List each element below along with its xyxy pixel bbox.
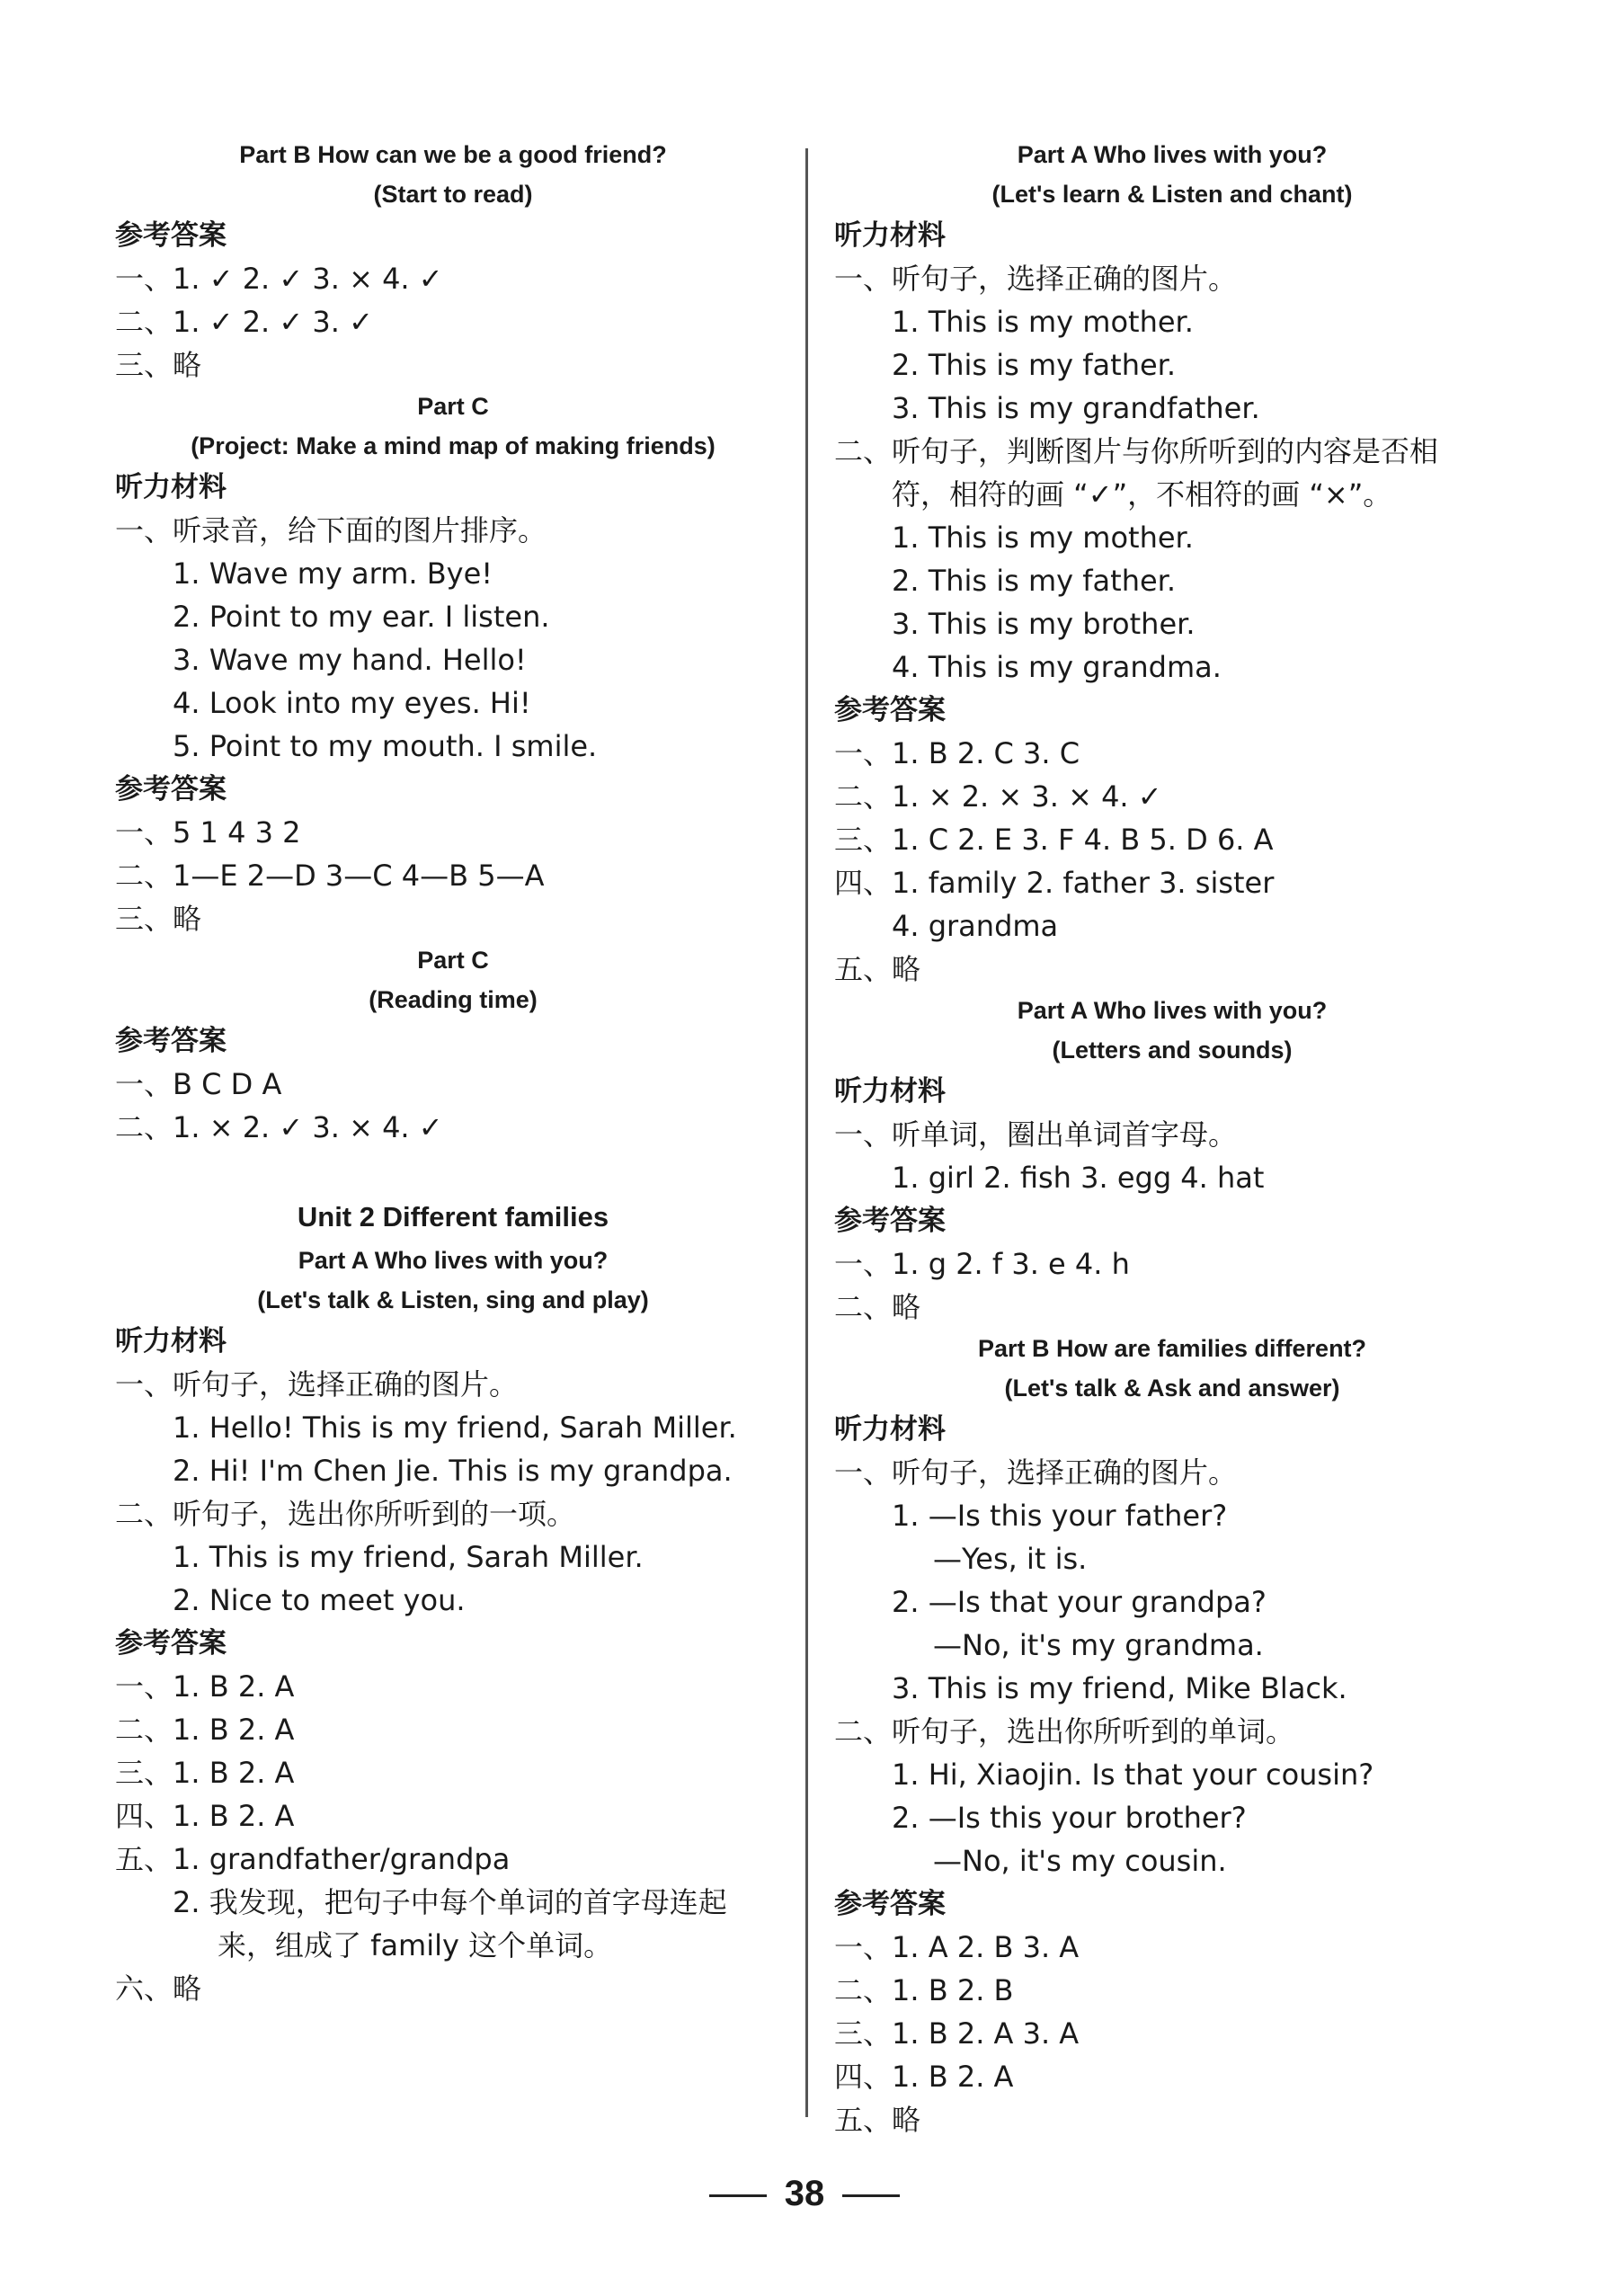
- left-section-heading: Part A Who lives with you?: [298, 1247, 609, 1274]
- right-line: 四、1. B 2. A: [834, 2060, 1014, 2094]
- right-subheading: 参考答案: [834, 1205, 946, 1237]
- left-line: 一、1. B 2. A: [115, 1669, 295, 1704]
- right-line: 1. —Is this your father?: [892, 1499, 1228, 1533]
- left-line: 三、略: [115, 902, 202, 936]
- left-line: 四、1. B 2. A: [115, 1799, 295, 1833]
- left-line: 一、B C D A: [115, 1067, 282, 1101]
- left-line: 三、略: [115, 348, 202, 382]
- left-section-heading: Part C: [417, 947, 489, 974]
- left-line: 2. Hi! I'm Chen Jie. This is my grandpa.: [173, 1454, 733, 1488]
- right-line: 1. girl 2. fish 3. egg 4. hat: [892, 1161, 1265, 1195]
- left-line: 1. This is my friend, Sarah Miller.: [173, 1540, 644, 1574]
- right-section-heading: (Let's learn & Listen and chant): [991, 181, 1353, 208]
- left-subheading: 听力材料: [115, 471, 227, 503]
- page-number-dash-right: [842, 2194, 900, 2197]
- left-line: 2. Nice to meet you.: [173, 1583, 466, 1617]
- left-section-heading: (Start to read): [373, 181, 533, 208]
- right-line: 二、听句子，判断图片与你所听到的内容是否相: [834, 434, 1439, 468]
- right-column: [834, 135, 1510, 2141]
- right-line: 三、1. B 2. A 3. A: [834, 2016, 1080, 2051]
- right-line: 三、1. C 2. E 3. F 4. B 5. D 6. A: [834, 823, 1274, 857]
- left-line: 一、5 1 4 3 2: [115, 815, 301, 850]
- right-line: 一、1. g 2. f 3. e 4. h: [834, 1247, 1130, 1281]
- left-line: 4. Look into my eyes. Hi!: [173, 686, 531, 720]
- right-line: 一、听句子，选择正确的图片。: [834, 1455, 1238, 1490]
- right-line: 一、1. A 2. B 3. A: [834, 1930, 1080, 1964]
- right-line: 五、略: [834, 952, 921, 986]
- left-subheading: 参考答案: [115, 773, 227, 805]
- right-line: 一、听单词，圈出单词首字母。: [834, 1117, 1238, 1152]
- left-line: 1. Wave my arm. Bye!: [173, 556, 493, 591]
- right-line: 2. This is my father.: [892, 348, 1177, 382]
- right-section-heading: (Letters and sounds): [1052, 1037, 1293, 1063]
- right-line: 2. This is my father.: [892, 564, 1177, 598]
- right-line: 四、1. family 2. father 3. sister: [834, 866, 1275, 900]
- right-section-heading: Part A Who lives with you?: [1017, 141, 1328, 168]
- right-line: 一、1. B 2. C 3. C: [834, 736, 1080, 770]
- right-section-heading: Part B How are families different?: [977, 1335, 1367, 1362]
- left-subheading: 听力材料: [115, 1325, 227, 1357]
- right-subheading: 听力材料: [834, 219, 946, 252]
- right-line: 二、1. B 2. B: [834, 1973, 1014, 2007]
- left-line: 5. Point to my mouth. I smile.: [173, 729, 598, 763]
- left-line: 二、1—E 2—D 3—C 4—B 5—A: [115, 859, 545, 893]
- left-section-heading: Part C: [417, 393, 489, 420]
- left-line: 三、1. B 2. A: [115, 1756, 295, 1790]
- left-column: [115, 135, 791, 2010]
- right-line: 1. Hi, Xiaojin. Is that your cousin?: [892, 1758, 1374, 1792]
- right-line: 1. This is my mother.: [892, 521, 1194, 555]
- right-section-heading: Part A Who lives with you?: [1017, 997, 1328, 1024]
- page-number-text: 38: [784, 2174, 825, 2213]
- left-subheading: 参考答案: [115, 1025, 227, 1057]
- left-section-heading: (Reading time): [369, 986, 538, 1013]
- page-number-dash-left: [709, 2194, 767, 2197]
- left-line: 2. 我发现，把句子中每个单词的首字母连起: [173, 1885, 727, 1919]
- left-line: 一、1. ✓ 2. ✓ 3. × 4. ✓: [115, 262, 443, 296]
- left-subheading: 参考答案: [115, 219, 227, 252]
- right-line: 符，相符的画 “✓”，不相符的画 “×”。: [892, 477, 1392, 512]
- right-line: 4. grandma: [892, 909, 1059, 943]
- left-section-heading: (Project: Make a mind map of making friends): [191, 432, 716, 459]
- right-line: —No, it's my cousin.: [933, 1844, 1227, 1878]
- right-section-heading: (Let's talk & Ask and answer): [1004, 1375, 1340, 1402]
- left-section-heading: Unit 2 Different families: [297, 1201, 609, 1233]
- left-line: 来，组成了 family 这个单词。: [218, 1928, 613, 1962]
- left-section-heading: Part B How can we be a good friend?: [239, 141, 667, 168]
- right-line: 二、听句子，选出你所听到的单词。: [834, 1714, 1295, 1749]
- right-line: 4. This is my grandma.: [892, 650, 1222, 684]
- left-line: 六、略: [115, 1971, 202, 2006]
- left-line: 五、1. grandfather/grandpa: [115, 1842, 511, 1876]
- left-line: 二、1. B 2. A: [115, 1713, 295, 1747]
- column-divider: [805, 148, 808, 2117]
- page-number: [0, 2174, 1609, 2214]
- right-subheading: 听力材料: [834, 1413, 946, 1446]
- left-line: 二、1. ✓ 2. ✓ 3. ✓: [115, 305, 373, 339]
- left-line: 一、听句子，选择正确的图片。: [115, 1367, 519, 1402]
- right-line: 1. This is my mother.: [892, 305, 1194, 339]
- right-subheading: 参考答案: [834, 694, 946, 726]
- right-line: —Yes, it is.: [933, 1542, 1088, 1576]
- right-line: —No, it's my grandma.: [933, 1628, 1264, 1662]
- left-line: 二、1. × 2. ✓ 3. × 4. ✓: [115, 1110, 443, 1144]
- right-line: 2. —Is that your grandpa?: [892, 1585, 1267, 1619]
- right-line: 二、略: [834, 1290, 921, 1324]
- right-line: 2. —Is this your brother?: [892, 1801, 1247, 1835]
- left-line: 一、听录音，给下面的图片排序。: [115, 513, 547, 547]
- left-line: 3. Wave my hand. Hello!: [173, 643, 527, 677]
- right-line: 3. This is my grandfather.: [892, 391, 1260, 425]
- left-line: [115, 1149, 791, 1194]
- left-section-heading: (Let's talk & Listen, sing and play): [257, 1286, 649, 1313]
- right-line: 五、略: [834, 2103, 921, 2137]
- left-line: 2. Point to my ear. I listen.: [173, 600, 550, 634]
- right-line: 3. This is my friend, Mike Black.: [892, 1671, 1347, 1705]
- right-subheading: 参考答案: [834, 1888, 946, 1920]
- right-line: 二、1. × 2. × 3. × 4. ✓: [834, 779, 1162, 814]
- left-line: 二、听句子，选出你所听到的一项。: [115, 1497, 576, 1531]
- left-line: 1. Hello! This is my friend, Sarah Miller.: [173, 1411, 737, 1445]
- right-line: 一、听句子，选择正确的图片。: [834, 262, 1238, 296]
- right-subheading: 听力材料: [834, 1075, 946, 1108]
- left-subheading: 参考答案: [115, 1627, 227, 1660]
- right-line: 3. This is my brother.: [892, 607, 1196, 641]
